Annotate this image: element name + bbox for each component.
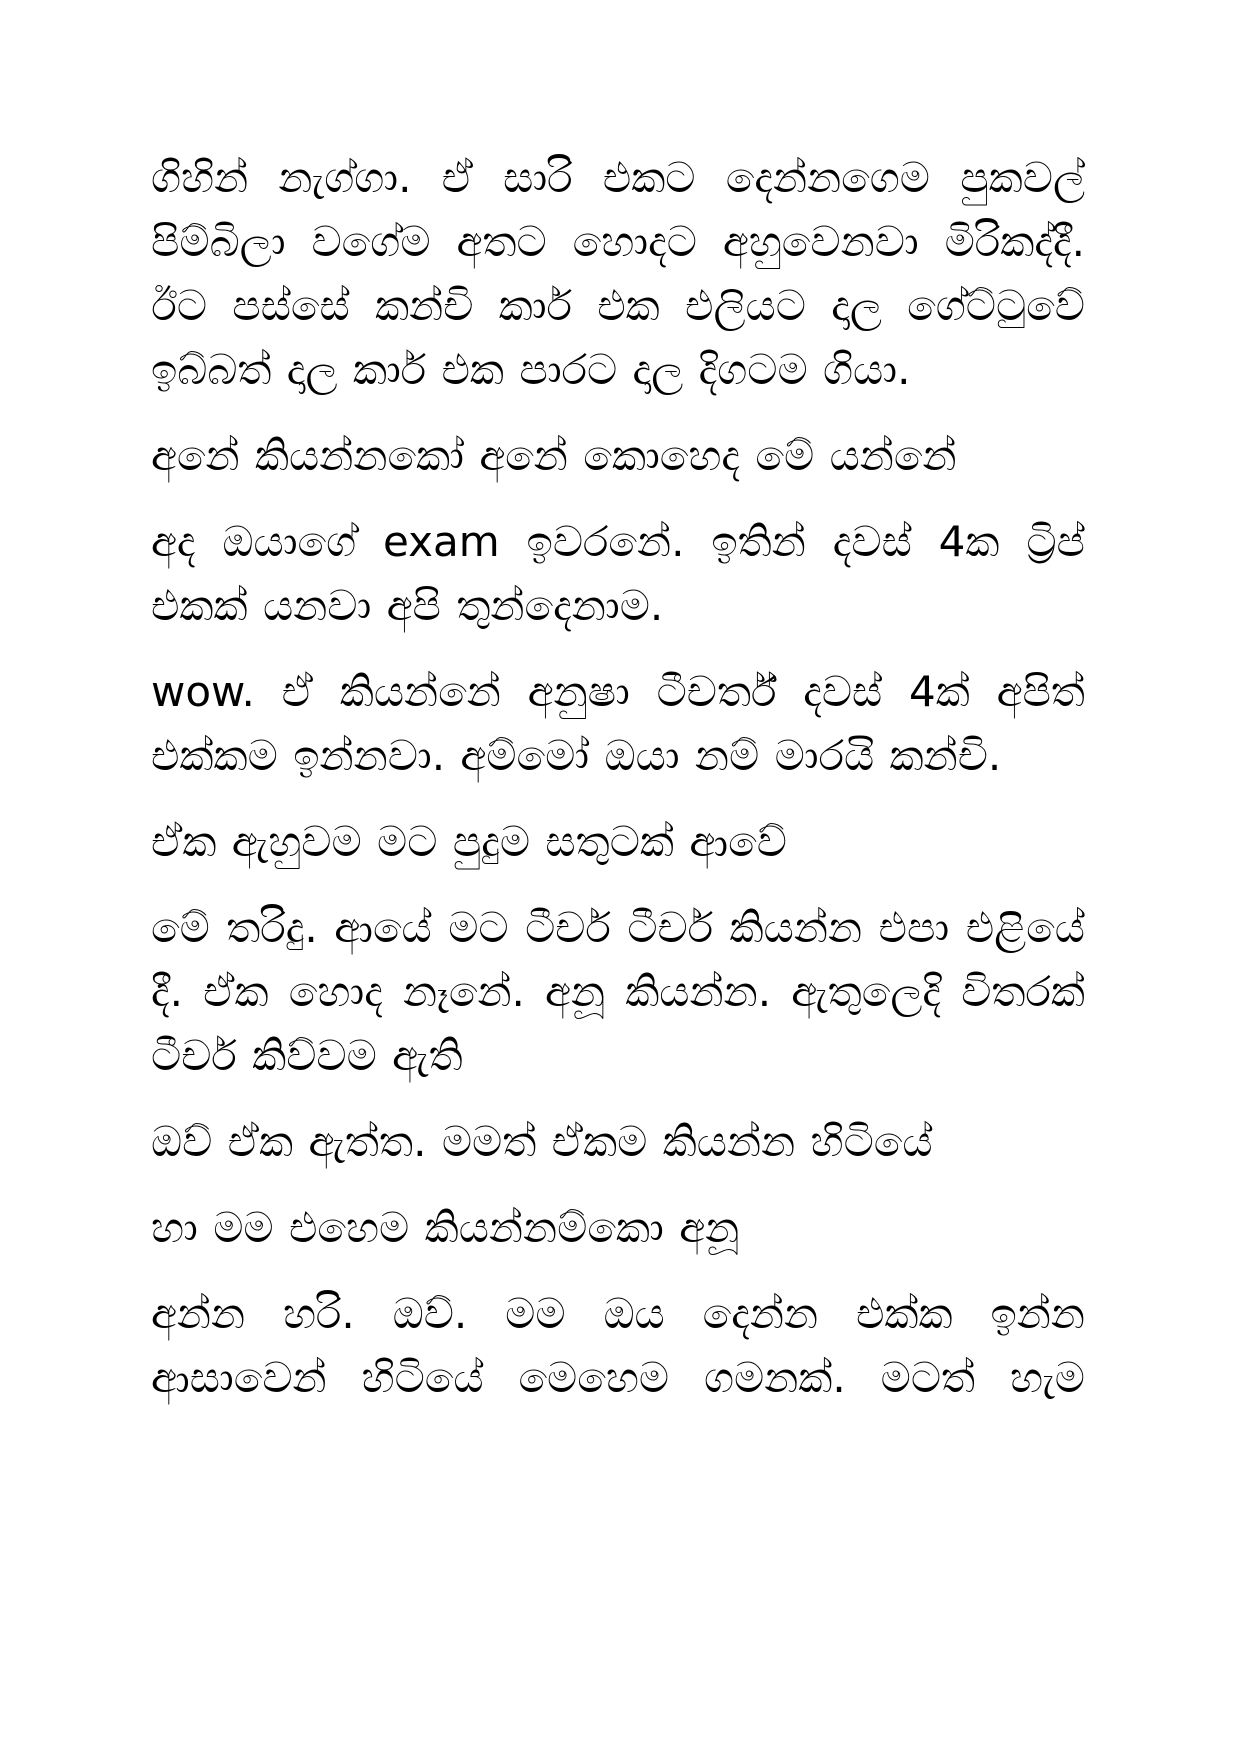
paragraph-4: wow. ඒ කියන්නේ අනුෂා ටීචර්ත් දවස් 4ක් අපිත් එක්කම ඉන්නවා. අම්මෝ ඔයා නම් මාරයි කන්චි.: [151, 667, 1085, 780]
paragraph-9: අන්න හරි. ඔව්. මම ඔය දෙන්න එක්ක ඉන්න ආසාවෙන් හිටියේ මෙහෙම ගමනක්. මටත් හැම: [151, 1289, 1085, 1402]
paragraph-7: ඔව් ඒක ඇත්ත. මමත් ඒකම කියන්න හිටියේ: [151, 1117, 933, 1166]
paragraph-3: අද ඔයාගේ exam ඉවරනේ. ඉතින් දවස් 4ක ට්‍රිප් එකක් යනවා අපි තුන්දෙනාම.: [151, 517, 1085, 630]
paragraph-8: හා මම එහෙම කියන්නම්කො අනූ: [151, 1203, 740, 1252]
paragraph-2: අනේ කියන්නකෝ අනේ කොහෙද මේ යන්නේ: [151, 431, 957, 480]
paragraph-5: ඒක ඇහුවම මට පුදුම සතුටක් ආවේ: [151, 817, 787, 866]
body-text: [151, 146, 1085, 1432]
paragraph-6: මේ තරිදු. ආයේ මට ටීචර් ටීචර් කියන්න එපා එළියේ දී. ඒක හොද නෑනේ. අනූ කියන්න. ඇතුලෙදි විතරක් ටීචර් කිව්වම ඇති: [151, 903, 1085, 1080]
paragraph-1: ගිහින් නැග්ගා. ඒ සාරි එකට දෙන්නගෙම පුකවල් පිම්බිලා වගේම අතට හොදට අහුවෙනවා මිරිකද්දී. ඊට පස්සේ කන්චි කාර් එක එලියට දාල ගේට්ටුවේ ඉබ්බත් දාල කාර් එක පාරට දාල දිගටම ගියා.: [151, 153, 1085, 394]
